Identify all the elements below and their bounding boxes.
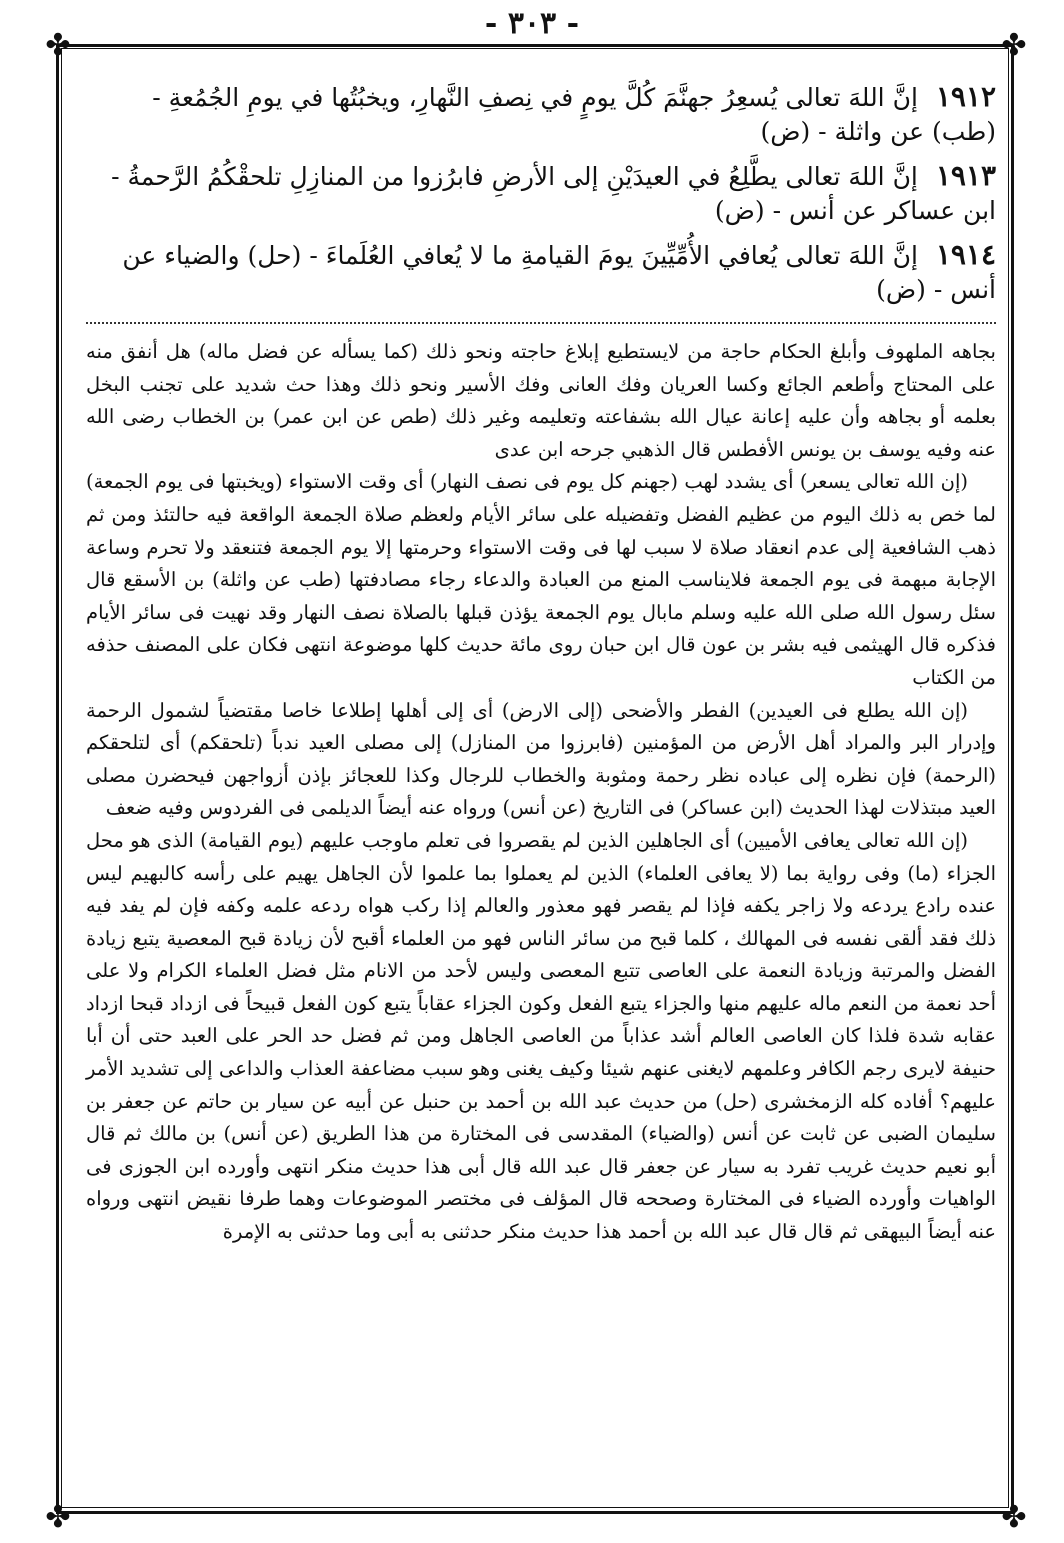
commentary-paragraph: بجاهه الملهوف وأبلغ الحكام حاجة من لايستطيع إبلاغ حاجته ونحو ذلك (كما يسأله عن فضل ماله) هل أنفق منه على المحتاج وأطعم الجائع وكسا العريان وفك العانى وفك الأسير ونحو ذلك وهذا حث شديد على تجنب البخل بعلمه أو بجاهه وأن عليه إعانة عيال الله بشفاعته وتعليمه وغير ذلك (طص عن ابن عمر) بن الخطاب رضى الله عنه وفيه يوسف بن يونس الأفطس قال الذهبي جرحه ابن عدى — [86, 340, 996, 461]
hadith-number: ١٩١٤ — [935, 238, 996, 271]
hadith-text: إنَّ اللهَ تعالى يطَّلِعُ في العيدَيْنِ إلى الأرضِ فابرُزوا من المنازِلِ تلحقْكُمُ الرَّحمةُ - ابن عساكر عن أنس - (ض) — [111, 162, 996, 225]
floral-ornament-icon: ✤ — [1001, 28, 1027, 63]
hadith-text: إنَّ اللهَ تعالى يُعافي الأُمِّيِّينَ يومَ القيامةِ ما لا يُعافي العُلَماءَ - (حل) والضياء عن أنس - (ض) — [122, 241, 996, 304]
hadith-item — [86, 159, 996, 228]
commentary-paragraph: (إن الله يطلع فى العيدين) الفطر والأضحى (إلى الارض) أى إلى أهلها إطلاعا خاصا مقتضياً لشمول الرحمة وإدرار البر والمراد أهل الأرض من المؤمنين (فابرزوا من المنازل) إلى مصلى العيد ندباً (تلحقكم) أى لتلحقكم (الرحمة) فإن نظره إلى عباده نظر رحمة ومثوبة والخطاب للرجال وكذا للعجائز بإذن أزواجهن فيحضرن مصلى العيد مبتذلات لهذا الحديث (ابن عساكر) فى التاريخ (عن أنس) ورواه عنه أيضاً الديلمى فى الفردوس وفيه ضعف — [86, 698, 996, 820]
page-number: - ٣٠٣ - — [484, 6, 580, 41]
hadith-text: إنَّ اللهَ تعالى يُسعِرُ جهنَّمَ كُلَّ يومٍ في نِصفِ النَّهارِ، ويخبُتُها في يومِ الجُمُعةِ - (طب) عن واثلة - (ض) — [152, 83, 996, 146]
commentary — [86, 336, 996, 1249]
commentary-paragraph: (إن الله تعالى يسعر) أى يشدد لهب (جهنم كل يوم فى نصف النهار) أى وقت الاستواء (ويخبتها فى يوم الجمعة) لما خص به ذلك اليوم من عظيم الفضل وتفضيله على سائر الأيام ولعظم صلاة الجمعة الواقعة فيه حالتئذ ومن ثم ذهب الشافعية إلى عدم انعقاد صلاة لا سبب لها فى وقت الاستواء وحرمتها إلا يوم الجمعة فتنعقد ولا تحرم وساعة الإجابة مبهمة فى يوم الجمعة فلايناسب المنع من العبادة والدعاء رجاء مصادفتها (طب عن واثلة) بن الأسقع قال سئل رسول الله صلى الله عليه وسلم مابال يوم الجمعة يؤذن قبلها بالصلاة نصف النهار وقد نهيت فى سائر الأيام فذكره قال الهيثمى فيه بشر بن عون قال ابن حبان روى مائة حديث كلها موضوعة انتهى فكان على المصنف حذفه من الكتاب — [86, 470, 996, 689]
floral-ornament-icon: ✤ — [45, 1500, 71, 1535]
hadith-item — [86, 238, 996, 307]
hadith-number: ١٩١٢ — [935, 80, 996, 113]
dotted-divider — [86, 322, 996, 324]
floral-ornament-icon: ✤ — [45, 28, 71, 63]
floral-ornament-icon: ✤ — [1001, 1500, 1027, 1535]
hadith-number: ١٩١٣ — [935, 159, 996, 192]
hadith-item — [86, 80, 996, 149]
commentary-paragraph: (إن الله تعالى يعافى الأميين) أى الجاهلين الذين لم يقصروا فى تعلم ماوجب عليهم (يوم القيامة) الذى هو محل الجزاء (ما) وفى رواية بما (لا يعافى العلماء) الذين لم يعملوا بما علموا لأن الجاهل يهيم على رأسه كالبهيم ليس عنده رادع يردعه ولا زاجر يكفه فإذا لم يقصر فهو معذور والعالم إذا ركب هواه ردعه علمه وكفه فإن لم يفد فيه ذلك فقد ألقى نفسه فى المهالك ، كلما قبح من سائر الناس فهو من العلماء أقبح لأن زيادة قبح المعصية يتبع زيادة الفضل والمرتبة وزيادة النعمة على العاصى تتبع المعصى وليس لأحد من الانام مثل فضل العلماء الكرام ولا على أحد نعمة من النعم ماله عليهم منها والجزاء يتبع الفعل وكون الجزاء عقاباً يتبع كون الفعل قبيحاً فى ازداد قبحا ازداد عقابه شدة فلذا كان العاصى العالم أشد عذاباً من العاصى الجاهل ومن ثم فضل حد الحر على العبد حتى أن أبا حنيفة لايرى رجم الكافر وعلمهم لايغنى عنهم شيئا وكيف يغنى وهو سبب مضاعفة العذاب والداعى إلى تشديد الأمر عليهم؟ أفاده كله الزمخشرى (حل) من حديث عبد الله بن أحمد بن حنبل عن أبيه عن سيار بن حاتم عن جعفر بن سليمان الضبى عن ثابت عن أنس (والضياء) المقدسى فى المختارة من هذا الطريق (عن أنس) بن مالك ثم قال أبو نعيم حديث غريب تفرد به سيار عن جعفر قال عبد الله قال أبى هذا حديث منكر انتهى وأورده ابن الجوزى فى الواهيات وأورده الضياء فى المختارة وصححه قال المؤلف فى مختصر الموضوعات وهما طرفا نقيض انتهى ورواه عنه أيضاً البيهقى ثم قال قال عبد الله بن أحمد هذا حديث منكر حدثنى به أبى وما حدثنى به الإمرة — [86, 828, 996, 1244]
hadith-list — [86, 80, 996, 317]
